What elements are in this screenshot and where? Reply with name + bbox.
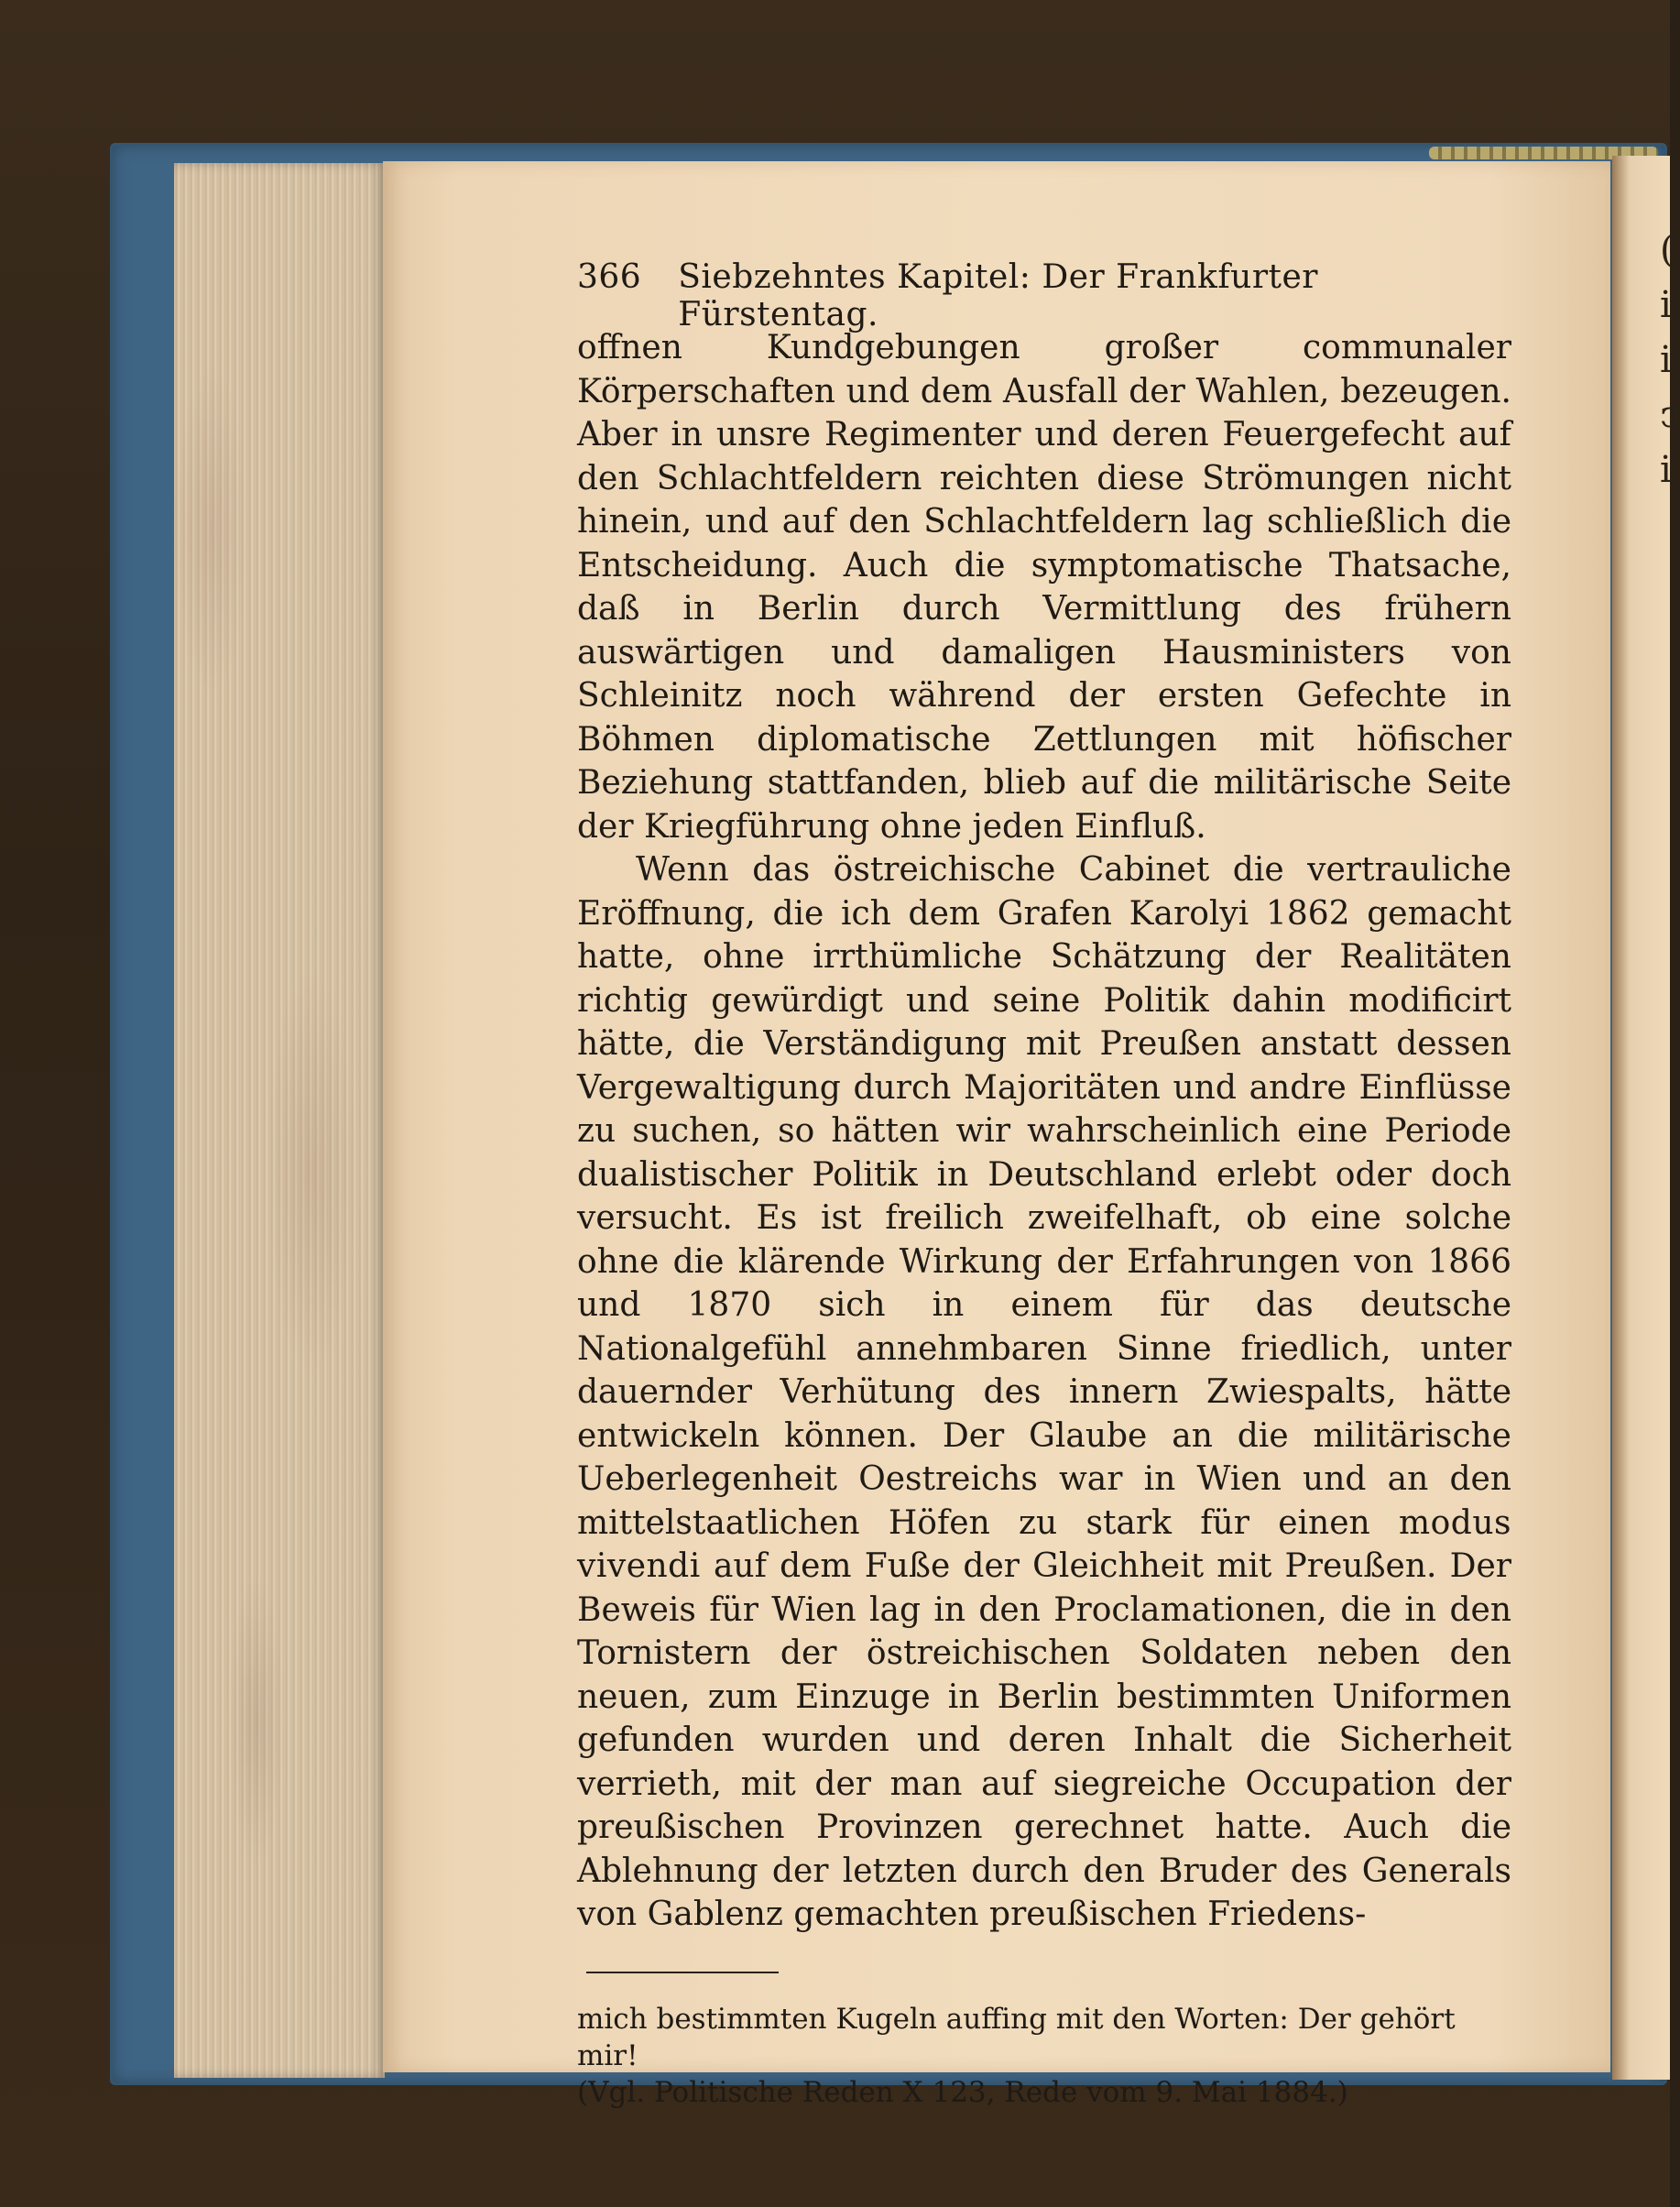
page-edge-marbling — [174, 163, 385, 2078]
facing-page-fragment: i — [1660, 449, 1672, 491]
paragraph: offnen Kundgebungen großer communaler Körperschaften und dem Ausfall der Wahlen, bezeugen. Aber in unsre Regimenter und deren Feuergefecht auf den Schlachtfeldern reichten diese Strömungen nicht hinein, und auf den Schlachtfeldern lag schließlich die Entscheidung. Auch die symptomatische Thatsache, daß in Berlin durch Vermittlung des frühern auswärtigen und damaligen Hausministers von Schleinitz noch während der ersten Gefechte in Böhmen diplomatische Zettlungen mit höfischer Beziehung stattfanden, blieb auf die militärische Seite der Kriegführung ohne jeden Einfluß. — [577, 329, 1511, 846]
latin-phrase: modus vivendi — [577, 1503, 1511, 1585]
footnote — [577, 2001, 1511, 2111]
page-number: 366 — [577, 258, 642, 296]
facing-page-fragment: ( — [1660, 229, 1675, 271]
footnote-line: (Vgl. Politische Reden X 123, Rede vom 9. Mai 1884.) — [577, 2075, 1348, 2109]
facing-page-fragment: i — [1660, 339, 1672, 381]
paragraph-text: Wenn das östreichische Cabinet die vertrauliche Eröffnung, die ich dem Grafen Karolyi 1862 gemacht hatte, ohne irrthümliche Schätzung der Realitäten richtig gewürdigt und seine Politik dahin modificirt hätte, die Verständigung mit Preußen anstatt dessen Vergewaltigung durch Majoritäten und andre Einflüsse zu suchen, so hätten wir wahrscheinlich eine Periode dualistischer Politik in Deutschland erlebt oder doch versucht. Es ist freilich zweifelhaft, ob eine solche ohne die klärende Wirkung der Erfahrungen von 1866 und 1870 sich in einem für das deutsche Nationalgefühl annehmbaren Sinne friedlich, unter dauernder Verhütung des innern Zwiespalts, hätte entwickeln können. Der Glaube an die militärische Ueberlegenheit Oestreichs war in Wien und an den mittelstaatlichen Höfen zu stark für einen — [577, 851, 1511, 1542]
running-head — [577, 258, 1511, 333]
running-title: Siebzehntes Kapitel: Der Frankfurter Fürstentag. — [678, 258, 1319, 333]
paragraph-text: auf dem Fuße der Gleichheit mit Preußen. Der Beweis für Wien lag in den Proclamationen, die in den Tornistern der östreichischen Soldaten neben den neuen, zum Einzuge in Berlin bestimmten Uniformen gefunden wurden und deren Inhalt die Sicherheit verrieth, mit der man auf siegreiche Occupation der preußischen Provinzen gerechnet hatte. Auch die Ablehnung der letzten durch den Bruder des Generals von Gablenz gemachten preußischen Friedens- — [577, 1547, 1511, 1933]
body-text — [577, 326, 1511, 1937]
facing-page-fragment: ↄ — [1660, 394, 1680, 436]
facing-page — [1612, 156, 1680, 2080]
paragraph — [577, 848, 1511, 1937]
facing-page-fragment: i — [1660, 284, 1672, 326]
footnote-rule — [586, 1972, 779, 1973]
footnote-line: mich bestimmten Kugeln auffing mit den Worten: Der gehört mir! — [577, 2002, 1456, 2072]
page-content — [577, 258, 1511, 2111]
